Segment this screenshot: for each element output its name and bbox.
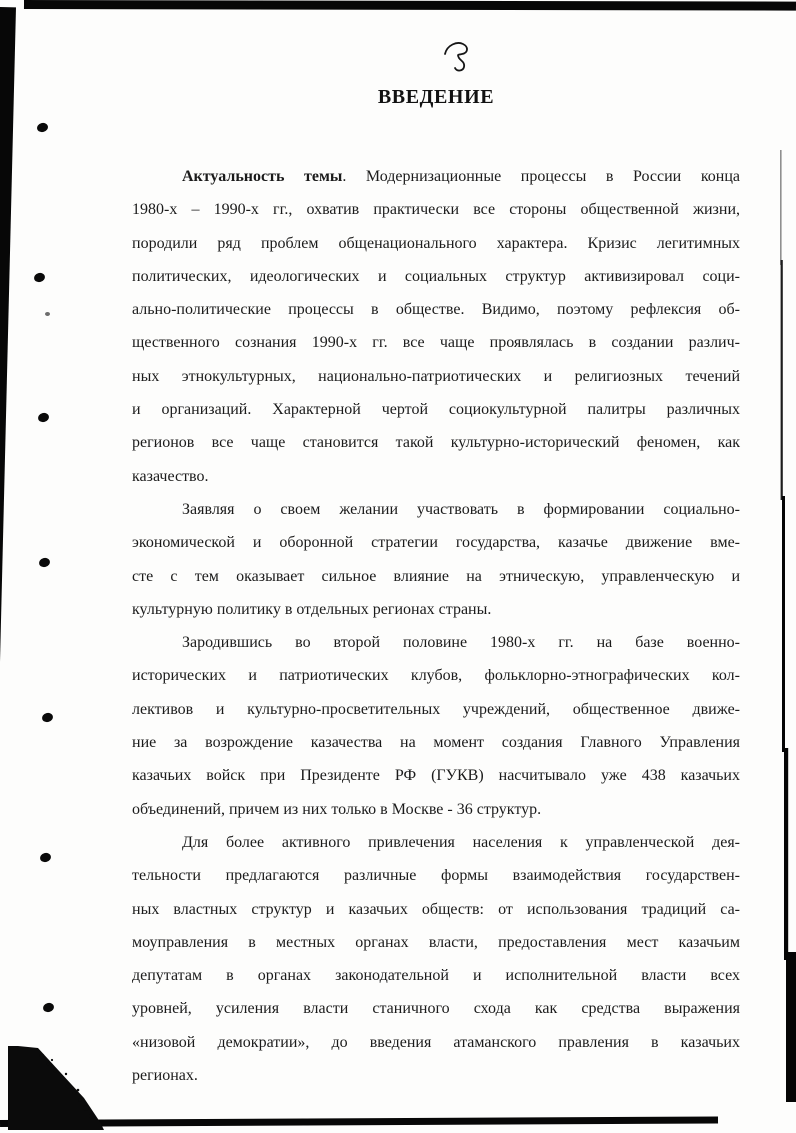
paragraph-line: регионах. (132, 1067, 198, 1085)
scan-artifact-corner-curl (8, 1046, 112, 1130)
paragraph-line: сте с тем оказывает сильное влияние на этническую, управленческую и (132, 567, 740, 585)
scan-artifact-left-bar (0, 7, 16, 1095)
paragraph-line: казачьих войск при Президенте РФ (ГУКВ) насчитывало уже 438 казачьих (132, 767, 740, 785)
paragraph-line: уровней, усиления власти станичного схода как средства выражения (132, 1000, 740, 1018)
binding-hole (36, 122, 49, 133)
paragraph-line: политических, идеологических и социальных структур активизировал соци- (132, 267, 740, 285)
binding-hole (41, 712, 54, 723)
page-body (132, 86, 740, 1092)
paragraph-line: Для более активного привлечения населения к управленческой дея- (182, 833, 740, 851)
paragraph-line: ных этнокультурных, национально-патриотических и религиозных течений (132, 367, 740, 385)
paragraph-line: Заявляя о своем желании участвовать в формировании социально- (182, 500, 740, 518)
paragraph-line: 1980-х – 1990-х гг., охватив практически все стороны общественной жизни, (132, 201, 740, 219)
paragraph-line: породили ряд проблем общенационального характера. Кризис легитимных (132, 234, 740, 252)
handwritten-mark (441, 40, 477, 78)
binding-hole (37, 412, 50, 423)
paragraph-line: Актуальность темы. Модернизационные процессы в России конца (182, 168, 741, 185)
paragraph-line: моуправления в местных органах власти, предоставления мест казачьим (132, 933, 740, 951)
paragraph-line: объединений, причем из них только в Москве - 36 структур. (132, 800, 542, 818)
paragraph-line: экономической и оборонной стратегии государства, казачье движение вме- (132, 534, 740, 552)
scan-artifact-top-bar (24, 0, 796, 11)
paragraph-line: регионов все чаще становится такой культурно-исторический феномен, как (132, 434, 740, 452)
paragraph-line: и организаций. Характерной чертой социокультурной палитры различных (132, 401, 740, 419)
scan-speck (45, 312, 50, 316)
paragraphs (132, 160, 740, 1092)
paragraph-line: лективов и культурно-просветительных учреждений, общественное движе- (132, 700, 740, 718)
binding-hole (42, 1002, 55, 1013)
scan-artifact-right-edge (776, 0, 796, 1133)
paragraph-line: «низовой демократии», до введения атаманского правления в казачьих (132, 1033, 740, 1051)
binding-hole (38, 557, 51, 568)
paragraph-line: ально-политические процессы в обществе. Видимо, поэтому рефлексия об- (132, 301, 740, 319)
paragraph-line: ных властных структур и казачьих обществ: от использования традиций са- (132, 900, 740, 918)
binding-hole (33, 272, 46, 283)
paragraph-lead-bold: Актуальность темы (182, 168, 343, 185)
page-title: ВВЕДЕНИЕ (377, 86, 495, 108)
binding-hole (39, 852, 52, 863)
paragraph-line: ние за возрождение казачества на момент создания Главного Управления (132, 734, 740, 752)
paragraph-line: культурную политику в отдельных регионах страны. (132, 600, 492, 618)
paragraph-line: щественного сознания 1990-х гг. все чаще проявлялась в создании различ- (132, 334, 740, 352)
paragraph-line: тельности предлагаются различные формы взаимодействия государствен- (132, 867, 740, 885)
paragraph-line: казачество. (132, 467, 209, 485)
paragraph-line: депутатам в органах законодательной и исполнительной власти всех (132, 967, 740, 985)
paragraph-line: Зародившись во второй половине 1980-х гг. на базе военно- (182, 634, 740, 652)
paragraph-line: исторических и патриотических клубов, фольклорно-этнографических кол- (132, 667, 740, 685)
